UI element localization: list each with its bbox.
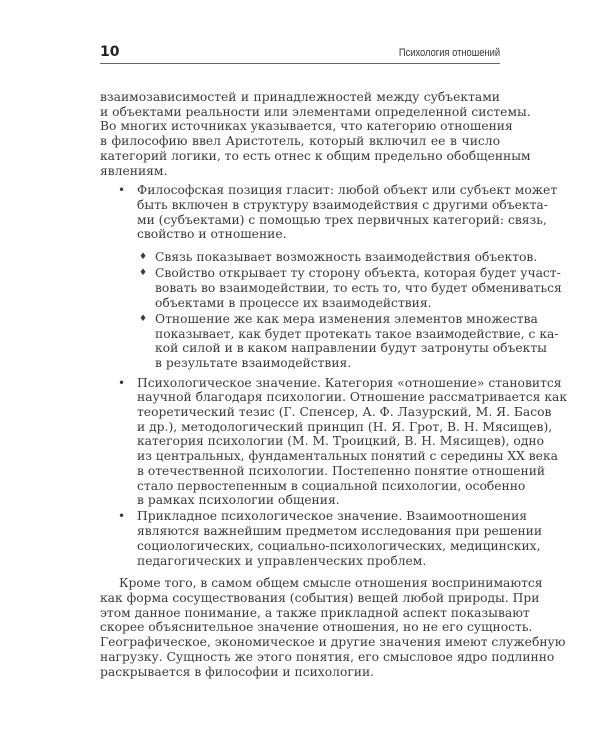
text-line: Географическое, экономическое и другие значения имеют служебную <box>100 635 566 650</box>
sub-bullet-item <box>139 311 559 371</box>
diamond-bullet-icon: ♦ <box>139 313 148 324</box>
text-line: ми (субъектами) с помощью трех первичных категорий: связь, <box>137 212 547 227</box>
text-line: Связь показывает возможность взаимодействия объектов. <box>155 250 538 265</box>
text-line: Философская позиция гласит: любой объект или субъект может <box>137 183 558 198</box>
text-line: скорее объяснительное значение отношения, но не его сущность. <box>100 620 533 635</box>
text-line: взаимозависимостей и принадлежностей между субъектами <box>100 90 500 104</box>
text-line: в результате взаимодействия. <box>155 355 352 370</box>
sub-bullet-item <box>139 266 562 310</box>
sub-bullet-item <box>139 250 538 265</box>
bullet-item <box>118 375 568 508</box>
text-line: свойство и отношение. <box>137 227 287 242</box>
page-number: 10 <box>100 44 120 60</box>
text-line: быть включен в структуру взаимодействия с другими объекта- <box>137 197 548 212</box>
paragraph <box>100 576 566 679</box>
paragraph <box>100 90 531 178</box>
text-line: Кроме того, в самом общем смысле отношения воспринимаются <box>119 576 543 591</box>
text-line: научной благодаря психологии. Отношение рассматривается как <box>137 390 568 405</box>
text-line: этом данное понимание, а также прикладной аспект показывают <box>100 605 530 620</box>
running-header <box>100 44 500 64</box>
text-line: нагрузку. Сущность же этого понятия, его смысловое ядро подлинно <box>100 649 555 664</box>
text-line: в рамках психологии общения. <box>137 493 340 508</box>
text-line: социологических, социально-психологических, медицинских, <box>137 538 541 553</box>
diamond-bullet-icon: ♦ <box>139 268 148 279</box>
text-line: Отношение же как мера изменения элементов множества <box>155 311 538 326</box>
bullet-icon: • <box>118 509 126 524</box>
text-line: категория психологии (М. М. Троицкий, В. Н. Мясищев), одно <box>137 434 544 449</box>
text-line: и объектами реальности или элементами определенной системы. <box>100 104 531 119</box>
text-line: явлениям. <box>100 163 168 178</box>
text-line: Прикладное психологическое значение. Взаимоотношения <box>137 509 528 524</box>
text-line: объектами в процессе их взаимодействия. <box>155 295 432 310</box>
bullet-icon: • <box>118 375 126 390</box>
text-line: как форма сосуществования (события) вещей любой природы. При <box>100 591 540 605</box>
text-line: педагогических и управленческих проблем. <box>137 553 427 568</box>
text-line: Свойство открывает ту сторону объекта, которая будет участ- <box>155 266 561 281</box>
bullet-icon: • <box>118 183 126 198</box>
bullet-item <box>118 183 558 242</box>
running-title: Психология отношений <box>398 47 500 59</box>
diamond-bullet-icon: ♦ <box>139 252 148 263</box>
text-line: в отечественной психологии. Постепенно понятие отношений <box>137 463 546 478</box>
text-line: теоретический тезис (Г. Спенсер, А. Ф. Лазурский, М. Я. Басов <box>137 405 552 420</box>
bullet-item <box>118 509 543 568</box>
text-line: категорий логики, то есть отнес к общим предельно обобщенным <box>100 148 531 163</box>
text-line: вовать во взаимодействии, то есть то, что будет обмениваться <box>155 280 562 295</box>
text-line: раскрывается в философии и психологии. <box>100 664 375 679</box>
text-line: показывает, как будет протекать такое взаимодействие, с ка- <box>155 326 559 341</box>
text-line: и др.), методологический принцип (Н. Я. Грот, В. Н. Мясищев), <box>137 419 553 434</box>
text-line: Психологическое значение. Категория «отношение» становится <box>137 375 562 390</box>
text-line: Во многих источниках указывается, что категорию отношения <box>100 119 513 134</box>
text-line: из центральных, фундаментальных понятий с середины XX века <box>137 449 558 464</box>
text-line: в философию ввел Аристотель, который включил ее в число <box>100 134 500 149</box>
text-line: являются важнейшим предметом исследования при решении <box>137 524 543 539</box>
page-body <box>100 90 568 679</box>
text-line: кой силой и в каком направлении будут затронуты объекты <box>155 341 547 356</box>
text-line: стало первостепенным в социальной психологии, особенно <box>137 478 526 493</box>
